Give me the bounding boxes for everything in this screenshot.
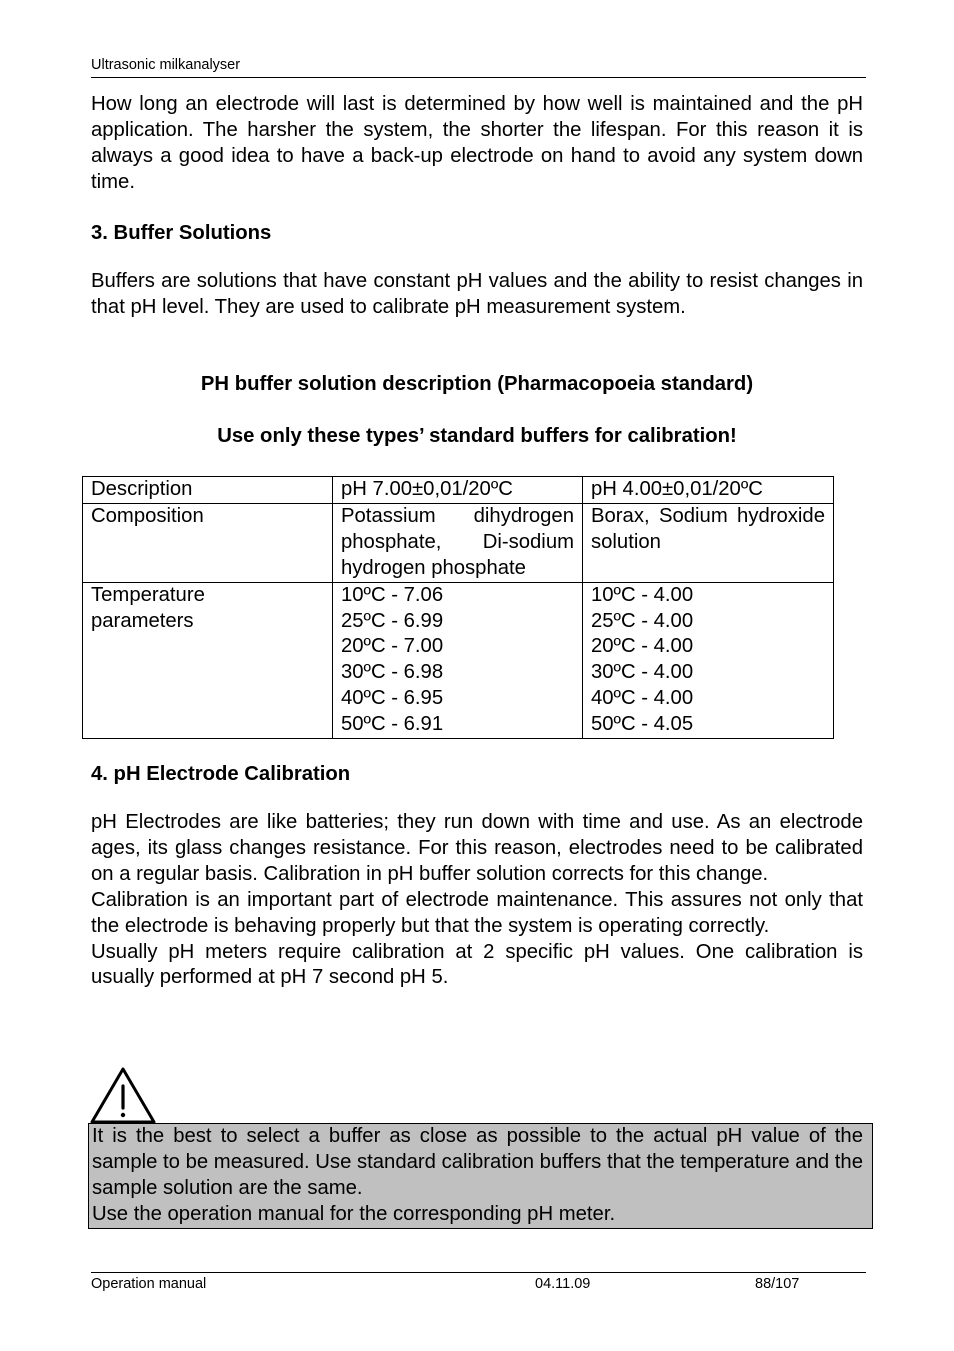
temp-value: 40ºC - 4.00	[591, 687, 694, 710]
temp-value: 25ºC - 6.99	[341, 609, 444, 632]
table-cell-line: Temperature	[91, 583, 205, 606]
warning-paragraph: Use the operation manual for the corresponding pH meter.	[92, 1202, 616, 1225]
section-3-body: Buffers are solutions that have constant pH values and the ability to resist changes in that pH level. They are used to calibrate pH measurement system.	[91, 270, 863, 318]
table-cell: Description	[83, 477, 333, 504]
table-row	[83, 477, 834, 504]
table-title: PH buffer solution description (Pharmacopoeia standard)	[200, 373, 754, 395]
section-4-paragraph: Calibration is an important part of electrode maintenance. This assures not only that the electrode is behaving properly but that the system is operating correctly.	[91, 888, 863, 937]
table-cell	[83, 582, 333, 738]
table-row	[83, 503, 834, 582]
temp-value: 20ºC - 4.00	[591, 635, 694, 658]
temp-value: 20ºC - 7.00	[341, 635, 444, 658]
table-cell: Composition	[83, 503, 333, 582]
footer-divider	[91, 1272, 866, 1273]
intro-paragraph: How long an electrode will last is determined by how well is maintained and the pH application. The harsher the system, the shorter the lifespan. For this reason it is always a good idea to have a back-up electrode on hand to avoid any system down time.	[91, 93, 863, 193]
header-title: Ultrasonic milkanalyser	[91, 57, 241, 73]
section-3-heading: 3. Buffer Solutions	[91, 222, 272, 244]
temp-value: 30ºC - 6.98	[341, 661, 444, 684]
table-row	[83, 582, 834, 738]
footer-title: Operation manual	[91, 1276, 207, 1292]
table-cell: Potassium dihydrogen phosphate, Di-sodium hydrogen phosphate	[333, 503, 583, 582]
page-header	[91, 56, 866, 78]
temp-value: 10ºC - 7.06	[341, 583, 444, 606]
warning-note	[88, 1123, 873, 1229]
temp-value: 30ºC - 4.00	[591, 661, 694, 684]
section-4-body	[91, 810, 863, 991]
table-cell	[583, 582, 834, 738]
table-cell	[333, 582, 583, 738]
table-cell: pH 4.00±0,01/20ºC	[583, 477, 834, 504]
warning-triangle-icon	[90, 1067, 156, 1124]
temp-value: 50ºC - 6.91	[341, 713, 444, 736]
temp-value: 25ºC - 4.00	[591, 609, 694, 632]
table-cell: Borax, Sodium hydroxide solution	[583, 503, 834, 582]
warning-paragraph: It is the best to select a buffer as close as possible to the actual pH value of the sample to be measured. Use standard calibration buffers that the temperature and the sample solution are the same.	[92, 1125, 863, 1199]
table-cell-line: parameters	[91, 609, 194, 632]
temp-value: 50ºC - 4.05	[591, 713, 694, 736]
section-4-paragraph: pH Electrodes are like batteries; they run down with time and use. As an electrode ages, its glass changes resistance. For this reason, electrodes need to be calibrated on a regular basis. Calibration in pH buffer solution corrects for this change.	[91, 811, 863, 885]
section-4-heading: 4. pH Electrode Calibration	[91, 763, 351, 785]
table-cell: pH 7.00±0,01/20ºC	[333, 477, 583, 504]
table-note: Use only these types’ standard buffers for calibration!	[217, 425, 737, 447]
buffer-table	[82, 476, 834, 739]
temp-value: 40ºC - 6.95	[341, 687, 444, 710]
temp-value: 10ºC - 4.00	[591, 583, 694, 606]
footer-page-number: 88/107	[755, 1276, 800, 1292]
footer-date: 04.11.09	[535, 1276, 591, 1292]
section-4-paragraph: Usually pH meters require calibration at 2 specific pH values. One calibration is usually performed at pH 7 second pH 5.	[91, 940, 863, 989]
